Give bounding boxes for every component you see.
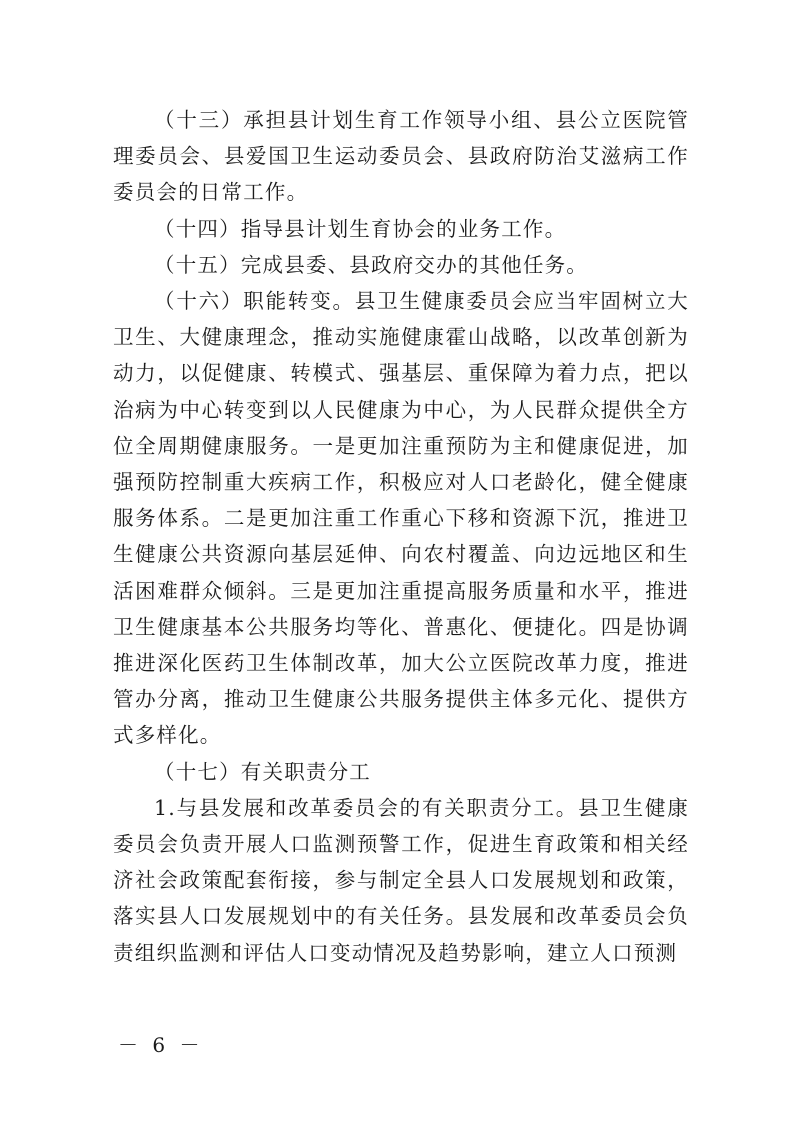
paragraph-17-item-1: 1.与县发展和改革委员会的有关职责分工。县卫生健康委员会负责开展人口监测预警工作，促进生育政策和相关经济社会政策配套衔接，参与制定全县人口发展规划和政策，落实县人口发展规划中的有关任务。县发展和改革委员会负责组织监测和评估人口变动情况及趋势影响，建立人口预测 xyxy=(113,795,689,965)
paragraph-16: （十六）职能转变。县卫生健康委员会应当牢固树立大卫生、大健康理念，推动实施健康霍山战略，以改革创新为动力，以促健康、转模式、强基层、重保障为着力点，把以治病为中心转变到以人民健康为中心，为人民群众提供全方位全周期健康服务。一是更加注重预防为主和健康促进，加强预防控制重大疾病工作，积极应对人口老龄化，健全健康服务体系。二是更加注重工作重心下移和资源下沉，推进卫生健康公共资源向基层延伸、向农村覆盖、向边远地区和生活困难群众倾斜。三是更加注重提高服务质量和水平，推进卫生健康基本公共服务均等化、普惠化、便捷化。四是协调推进深化医药卫生体制改革，加大公立医院改革力度，推进管办分离，推动卫生健康公共服务提供主体多元化、提供方式多样化。 xyxy=(113,289,689,748)
paragraph-15: （十五）完成县委、县政府交办的其他任务。 xyxy=(154,252,588,277)
paragraph-14: （十四）指导县计划生育协会的业务工作。 xyxy=(154,216,567,241)
body-text xyxy=(113,102,689,971)
paragraph-17-heading: （十七）有关职责分工 xyxy=(154,759,371,784)
page-number: － 6 － xyxy=(118,1033,204,1057)
paragraph-13: （十三）承担县计划生育工作领导小组、县公立医院管理委员会、县爱国卫生运动委员会、县政府防治艾滋病工作委员会的日常工作。 xyxy=(113,108,689,205)
